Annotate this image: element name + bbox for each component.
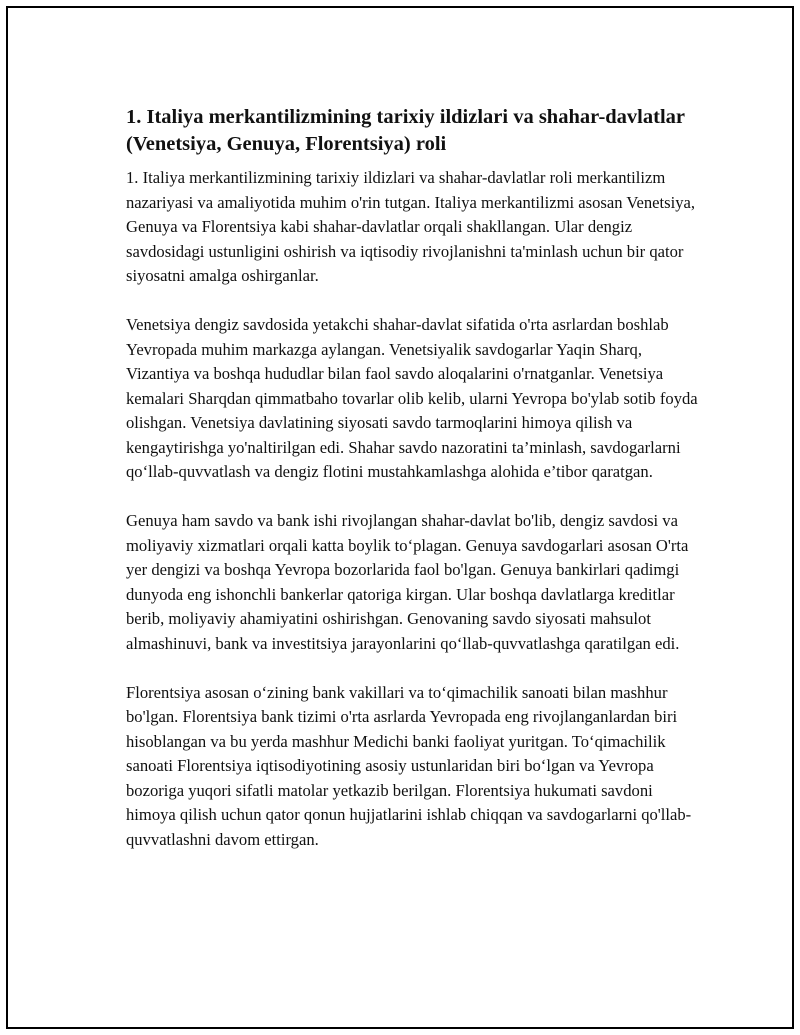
paragraph-intro: 1. Italiya merkantilizmining tarixiy ildizlari va shahar-davlatlar roli merkantilizm nazariyasi va amaliyotida muhim o'rin tutgan. Italiya merkantilizmi asosan Venetsiya, Genuya va Florentsiya kabi shahar-davlatlar orqali shakllangan. Ular dengiz savdosidagi ustunligini oshirish va iqtisodiy rivojlanishni ta'minlash uchun bir qator siyosatni amalga oshirganlar. (126, 168, 696, 285)
section-heading: 1. Italiya merkantilizmining tarixiy ildizlari va shahar-davlatlar (Venetsiya, Genuya, Florentsiya) roli (126, 106, 685, 155)
paragraph-genuya: Genuya ham savdo va bank ishi rivojlangan shahar-davlat bo'lib, dengiz savdosi va moliyaviy xizmatlari orqali katta boylik to‘plagan. Genuya savdogarlari asosan O'rta yer dengizi va boshqa Yevropa bozorlarida faol bo'lgan. Genuya bankirlari qadimgi dunyoda eng ishonchli bankerlar qatoriga kirgan. Ular boshqa davlatlarga kreditlar berib, moliyaviy ahamiyatini oshirishgan. Genovaning savdo siyosati mahsulot almashinuvi, bank va investitsiya jarayonlarini qo‘llab-quvvatlashga qaratilgan edi. (126, 511, 689, 653)
paragraph-florentsiya: Florentsiya asosan o‘zining bank vakillari va to‘qimachilik sanoati bilan mashhur bo'lgan. Florentsiya bank tizimi o'rta asrlarda Yevropada eng rivojlanganlardan biri hisoblangan va bu yerda mashhur Medichi banki faoliyat yuritgan. To‘qimachilik sanoati Florentsiya iqtisodiyotining asosiy ustunlaridan biri bo‘lgan va Yevropa bozoriga yuqori sifatli matolar yetkazib berilgan. Florentsiya hukumati savdoni himoya qilish uchun qator qonun hujjatlarini ishlab chiqqan va savdogarlarni qo'llab-quvvatlashni davom ettirgan. (126, 682, 692, 849)
document-body (126, 104, 706, 852)
page-frame (6, 6, 794, 1029)
paragraph-venetsiya: Venetsiya dengiz savdosida yetakchi shahar-davlat sifatida o'rta asrlardan boshlab Yevropada muhim markazga aylangan. Venetsiyalik savdogarlar Yaqin Sharq, Vizantiya va boshqa hududlar bilan faol savdo aloqalarini o'rnatganlar. Venetsiya kemalari Sharqdan qimmatbaho tovarlar olib kelib, ularni Yevropa bo'ylab sotib foyda olishgan. Venetsiya davlatining siyosati savdo tarmoqlarini himoya qilish va kengaytirishga yo'naltirilgan edi. Shahar savdo nazoratini ta’minlash, savdogarlarni qo‘llab-quvvatlash va dengiz flotini mustahkamlashga alohida e’tibor qaratgan. (126, 315, 698, 481)
